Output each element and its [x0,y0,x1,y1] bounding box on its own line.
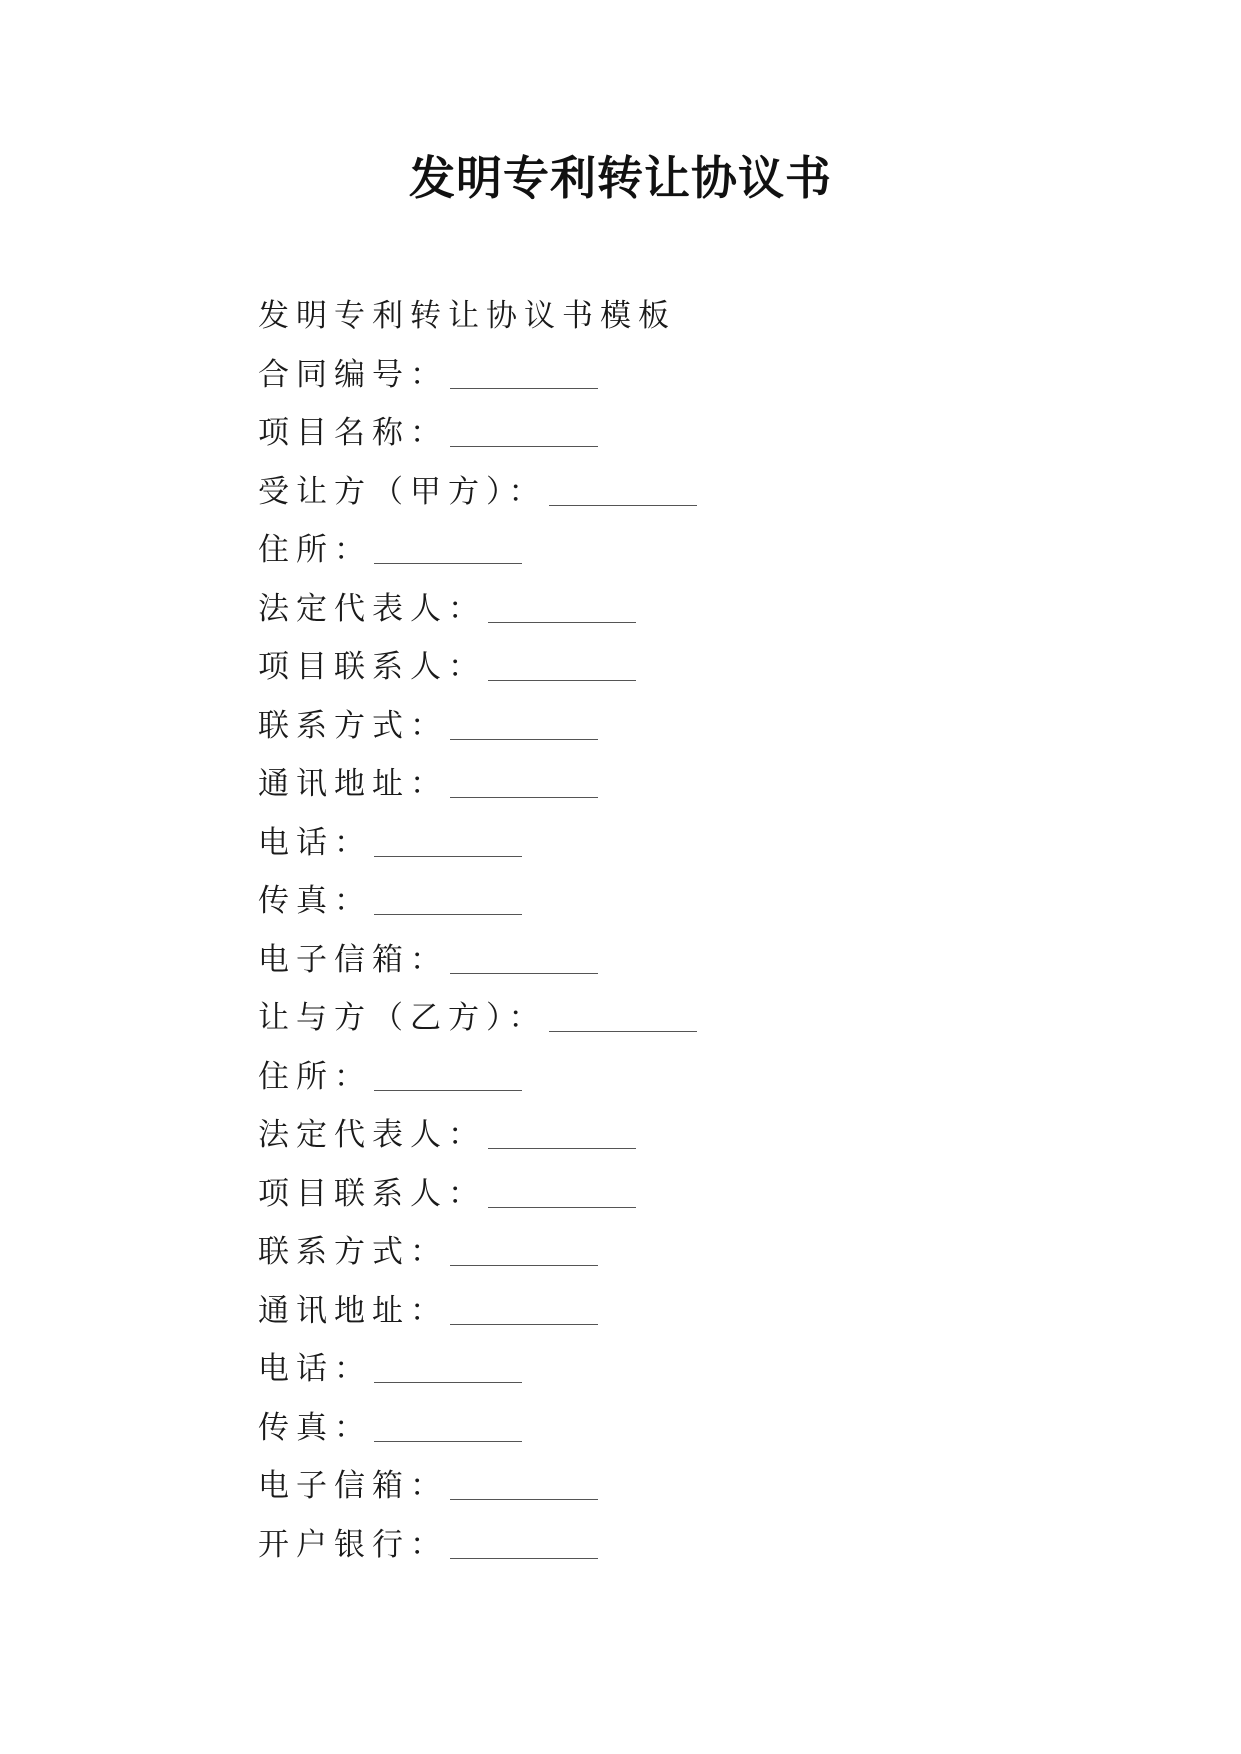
blank-line [450,972,598,974]
field-party-b [258,989,1158,1048]
blank-line [374,562,522,564]
blank-line [450,796,598,798]
field-contract-number [258,346,1158,405]
field-party-b-contact-person [258,1165,1158,1224]
field-label: 电子信箱： [258,1468,448,1504]
field-project-name [258,404,1158,463]
field-label: 合同编号： [258,356,448,393]
blank-line [450,445,598,447]
document-title: 发明专利转让协议书 [409,151,832,205]
blank-line [374,1440,522,1442]
blank-line [450,1557,598,1559]
field-label: 传真： [258,1409,372,1446]
field-label: 电话： [258,824,372,861]
blank-line [549,1030,697,1032]
blank-line [450,1264,598,1266]
document-body [258,287,1158,1574]
field-label: 项目联系人： [258,1175,486,1212]
field-label: 法定代表人： [258,590,486,627]
field-party-a-legal-rep [258,580,1158,639]
field-party-a-mailing-address [258,755,1158,814]
field-party-a-contact-person [258,638,1158,697]
field-party-b-address [258,1048,1158,1107]
field-party-a-address [258,521,1158,580]
blank-line [488,621,636,623]
blank-line [450,387,598,389]
field-label: 通讯地址： [258,1292,448,1329]
field-label: 传真： [258,883,372,919]
blank-line [488,679,636,681]
blank-line [450,1323,598,1325]
blank-line [549,504,697,506]
field-label: 项目名称： [258,415,448,451]
blank-line [374,1089,522,1091]
field-party-a-fax [258,872,1158,931]
field-party-a [258,463,1158,522]
field-label: 让与方（乙方）： [258,1000,547,1036]
field-label: 住所： [258,532,372,568]
blank-line [374,913,522,915]
field-label: 开户银行： [258,1526,448,1563]
blank-line [488,1147,636,1149]
field-label: 联系方式： [258,1234,448,1270]
field-party-a-phone [258,814,1158,873]
field-label: 法定代表人： [258,1117,486,1153]
field-party-a-email [258,931,1158,990]
field-party-b-email [258,1457,1158,1516]
field-party-b-bank [258,1516,1158,1575]
blank-line [374,1381,522,1383]
field-label: 电子信箱： [258,941,448,978]
field-label: 受让方（甲方）： [258,473,547,510]
field-label: 联系方式： [258,707,448,744]
field-party-b-mailing-address [258,1282,1158,1341]
field-party-b-phone [258,1340,1158,1399]
blank-line [374,855,522,857]
blank-line [488,1206,636,1208]
field-label: 项目联系人： [258,649,486,685]
field-party-b-contact-method [258,1223,1158,1282]
blank-line [450,1498,598,1500]
document-subtitle: 发明专利转让协议书模板 [258,298,676,334]
field-party-a-contact-method [258,697,1158,756]
field-party-b-legal-rep [258,1106,1158,1165]
blank-line [450,738,598,740]
field-label: 通讯地址： [258,766,448,802]
field-party-b-fax [258,1399,1158,1458]
field-label: 住所： [258,1058,372,1095]
field-label: 电话： [258,1351,372,1387]
